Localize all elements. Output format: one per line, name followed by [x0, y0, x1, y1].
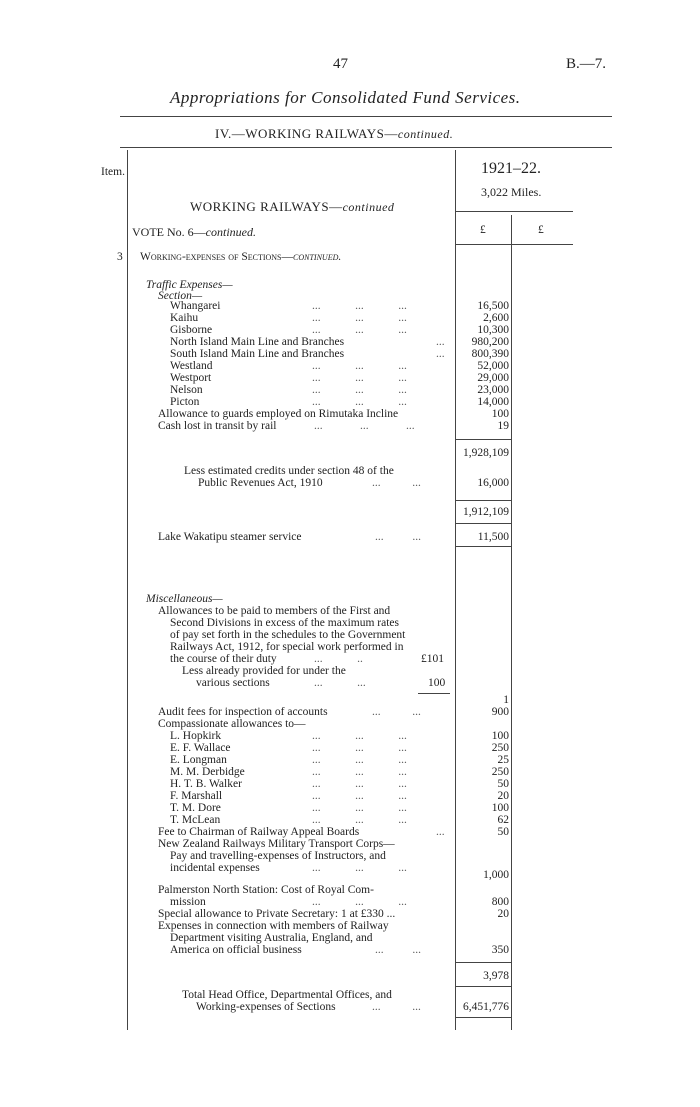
subtotal-rule — [455, 523, 511, 524]
section-amount: 800,390 — [471, 348, 509, 360]
allowances-text: Second Divisions in excess of the maximum rates — [170, 617, 400, 629]
leader-dots: ... ... ... — [312, 324, 407, 336]
miscellaneous-heading: Miscellaneous— — [146, 593, 223, 605]
leader-dots: ... ... — [314, 677, 366, 689]
leader-dots: ... ... ... — [312, 790, 407, 802]
leader-dots: ... ... ... — [312, 896, 407, 908]
compassionate-amount: 250 — [491, 742, 509, 754]
palmerston-amount: 800 — [491, 896, 509, 908]
section-name: Westland — [170, 360, 213, 372]
traffic-expenses-heading: Traffic Expenses— — [146, 279, 233, 291]
section-name: Nelson — [170, 384, 203, 396]
item-column-header: Item. — [101, 166, 125, 178]
section-amount: 16,500 — [477, 300, 509, 312]
leader-dots: ... ... ... — [312, 862, 407, 874]
section-amount: 980,200 — [471, 336, 509, 348]
compassionate-name: H. T. B. Walker — [170, 778, 242, 790]
cash-lost-amount: 19 — [497, 420, 509, 432]
document-reference: B.—7. — [566, 56, 607, 72]
allowances-text: Railways Act, 1912, for special work performed in — [170, 641, 404, 653]
section-amount: 29,000 — [477, 372, 509, 384]
section-amount: 14,000 — [477, 396, 509, 408]
cash-lost-text: Cash lost in transit by rail — [158, 420, 277, 432]
section-amount: 23,000 — [477, 384, 509, 396]
leader-dots: ... ... ... — [312, 384, 407, 396]
audit-fees-text: Audit fees for inspection of accounts — [158, 706, 328, 718]
subtotal-amount: 1,928,109 — [463, 447, 509, 459]
leader-dots: ... ... ... — [312, 730, 407, 742]
leader-dots: ... ... ... — [312, 802, 407, 814]
rimutaka-allowance-text: Allowance to guards employed on Rimutaka Incline — [158, 408, 399, 420]
official-visit-amount: 350 — [491, 944, 509, 956]
official-visit-text: America on official business — [170, 944, 302, 956]
currency-symbol-1: £ — [480, 224, 486, 236]
section-name: South Island Main Line and Branches — [170, 348, 345, 360]
compassionate-amount: 25 — [497, 754, 509, 766]
subtotal-rule — [455, 986, 511, 987]
item-column-rule — [127, 150, 128, 1030]
miles-header: 3,022 Miles. — [481, 185, 542, 199]
section-rule — [120, 147, 612, 148]
leader-dots: ... ... — [372, 1001, 421, 1013]
leader-dots: ... ... ... — [312, 360, 407, 372]
secretary-allowance-text: Special allowance to Private Secretary: 1 at £330 ... — [158, 908, 396, 920]
section-name: Westport — [170, 372, 212, 384]
inner-rule — [418, 693, 450, 694]
section-name: Kaihu — [170, 312, 199, 324]
allowances-text: the course of their duty — [170, 653, 277, 665]
allowances-gross-amount: £101 — [421, 653, 444, 665]
transport-corps-text: New Zealand Railways Military Transport Corps— — [158, 838, 395, 850]
lake-wakatipu-text: Lake Wakatipu steamer service — [158, 531, 302, 543]
page-number: 47 — [333, 56, 348, 72]
section-name: Whangarei — [170, 300, 221, 312]
year-header: 1921–22. — [481, 160, 541, 177]
compassionate-amount: 100 — [491, 730, 509, 742]
currency-symbol-2: £ — [538, 224, 544, 236]
compassionate-name: M. M. Derbidge — [170, 766, 245, 778]
lake-wakatipu-amount: 11,500 — [477, 531, 509, 543]
grand-total-amount: 6,451,776 — [463, 1001, 509, 1013]
leader-dots: ... — [436, 336, 445, 348]
secretary-allowance-amount: 20 — [497, 908, 509, 920]
less-credits-text: Less estimated credits under section 48 of the — [184, 465, 394, 477]
grand-total-text: Working-expenses of Sections — [196, 1001, 336, 1013]
compassionate-heading: Compassionate allowances to— — [158, 718, 306, 730]
leader-dots: ... ... ... — [312, 754, 407, 766]
subtotal-amount: 1,912,109 — [463, 506, 509, 518]
leader-dots: ... ... — [372, 706, 421, 718]
section-heading: Working-expenses of Sections—continued. — [140, 251, 342, 263]
rimutaka-allowance-amount: 100 — [491, 408, 509, 420]
grand-total-rule — [455, 1017, 511, 1018]
allowances-text: of pay set forth in the schedules to the Government — [170, 629, 406, 641]
palmerston-text: mission — [170, 896, 206, 908]
compassionate-amount: 20 — [497, 790, 509, 802]
section-title: IV.—WORKING RAILWAYS—continued. — [215, 126, 454, 141]
appeal-boards-text: Fee to Chairman of Railway Appeal Boards — [158, 826, 360, 838]
compassionate-amount: 62 — [497, 814, 509, 826]
transport-corps-text: Pay and travelling-expenses of Instructors, and — [170, 850, 386, 862]
compassionate-amount: 250 — [491, 766, 509, 778]
subtotal-rule — [455, 439, 511, 440]
less-provided-text: various sections — [196, 677, 270, 689]
miscellaneous-total: 3,978 — [483, 970, 509, 982]
less-provided-amount: 100 — [428, 677, 446, 689]
compassionate-name: F. Marshall — [170, 790, 223, 802]
page-title: Appropriations for Consolidated Fund Services. — [170, 88, 521, 107]
leader-dots: ... ... ... — [312, 372, 407, 384]
subtotal-rule — [455, 500, 511, 501]
section-label: Section— — [158, 290, 203, 302]
leader-dots: ... — [436, 348, 445, 360]
section-name: North Island Main Line and Branches — [170, 336, 345, 348]
palmerston-text: Palmerston North Station: Cost of Royal Com- — [158, 884, 374, 896]
section-name: Gisborne — [170, 324, 213, 336]
audit-fees-amount: 900 — [491, 706, 509, 718]
less-provided-text: Less already provided for under the — [182, 665, 346, 677]
working-railways-heading: WORKING RAILWAYS—continued — [190, 199, 395, 214]
transport-corps-amount: 1,000 — [483, 869, 509, 881]
section-amount: 2,600 — [483, 312, 509, 324]
section-name: Picton — [170, 396, 200, 408]
compassionate-name: E. F. Wallace — [170, 742, 231, 754]
transport-corps-text: incidental expenses — [170, 862, 260, 874]
compassionate-name: T. M. Dore — [170, 802, 221, 814]
compassionate-name: L. Hopkirk — [170, 730, 222, 742]
compassionate-amount: 50 — [497, 778, 509, 790]
leader-dots: ... .. — [314, 653, 363, 665]
less-credits-amount: 16,000 — [477, 477, 509, 489]
leader-dots: ... ... ... — [312, 814, 407, 826]
leader-dots: ... ... — [375, 531, 421, 543]
leader-dots: ... ... ... — [312, 312, 407, 324]
leader-dots: ... ... ... — [312, 396, 407, 408]
appeal-boards-amount: 50 — [497, 826, 509, 838]
section-amount: 10,300 — [477, 324, 509, 336]
grand-total-text: Total Head Office, Departmental Offices, and — [182, 989, 392, 1001]
leader-dots: ... ... ... — [312, 766, 407, 778]
official-visit-text: Expenses in connection with members of Railway — [158, 920, 389, 932]
title-rule — [120, 116, 612, 117]
currency-rule — [455, 244, 573, 245]
allowances-text: Allowances to be paid to members of the First and — [158, 605, 391, 617]
year-header-rule — [455, 211, 573, 212]
compassionate-amount: 100 — [491, 802, 509, 814]
leader-dots: ... ... ... — [312, 778, 407, 790]
section-amount: 52,000 — [477, 360, 509, 372]
leader-dots: ... ... — [372, 477, 421, 489]
official-visit-text: Department visiting Australia, England, and — [170, 932, 373, 944]
subtotal-rule — [455, 962, 511, 963]
less-credits-text: Public Revenues Act, 1910 — [198, 477, 323, 489]
leader-dots: ... — [436, 826, 445, 838]
leader-dots: ... ... ... — [312, 300, 407, 312]
compassionate-name: E. Longman — [170, 754, 227, 766]
leader-dots: ... ... ... — [312, 742, 407, 754]
vote-heading: VOTE No. 6—continued. — [132, 225, 256, 239]
leader-dots: ... ... — [375, 944, 421, 956]
item-number: 3 — [117, 251, 123, 263]
allowances-net-amount: 1 — [503, 694, 509, 706]
compassionate-name: T. McLean — [170, 814, 221, 826]
subtotal-rule — [455, 546, 511, 547]
amount-inner-rule — [511, 215, 512, 1030]
leader-dots: ... ... ... — [314, 420, 415, 432]
